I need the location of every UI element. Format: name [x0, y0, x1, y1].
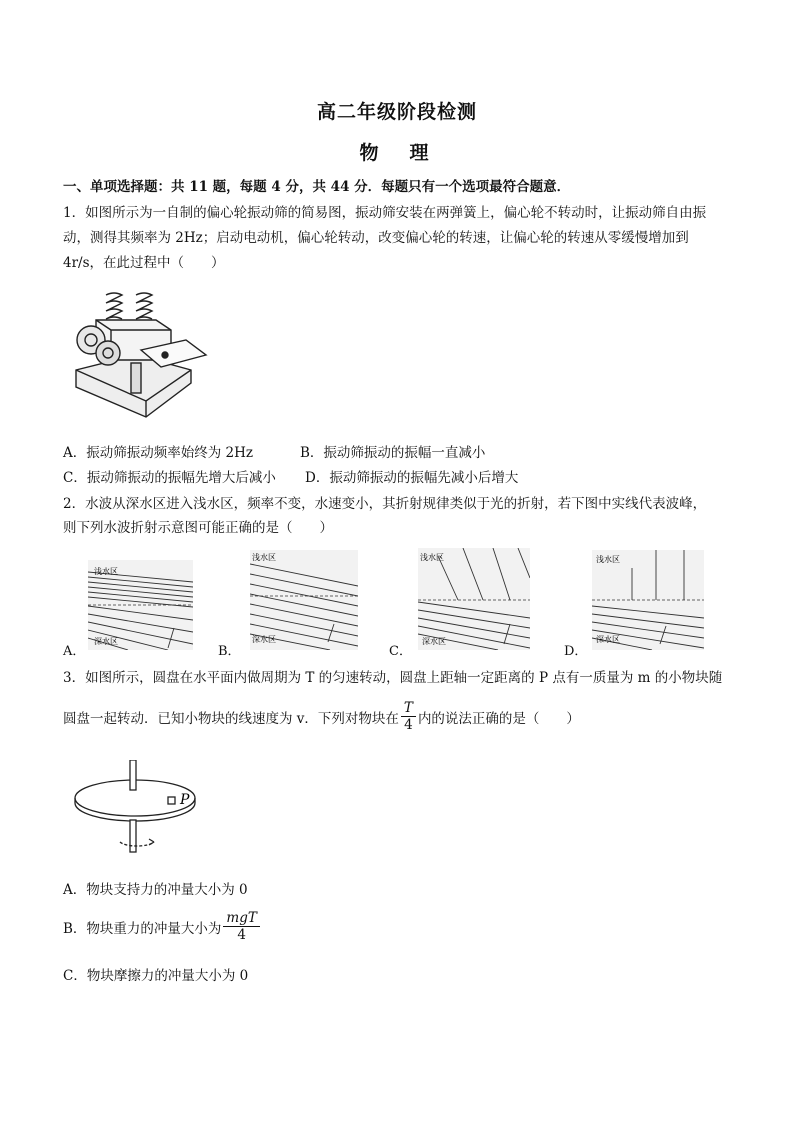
wave-diagram-b — [250, 550, 358, 650]
shallow-label-a: 浅水区 — [94, 567, 118, 576]
q3-time-fraction — [401, 700, 416, 733]
subject-title: 物 理 — [359, 142, 435, 164]
q3-option-c: C．物块摩擦力的冲量大小为 0 — [63, 968, 249, 984]
q3-line-2 — [63, 700, 580, 733]
q3-option-b-fraction — [223, 910, 259, 943]
q3-frac-denominator: 4 — [404, 717, 413, 733]
q3-line-1: 3．如图所示，圆盘在水平面内做周期为 T 的匀速转动，圆盘上距轴一定距离的 P 点有一质量为 m 的小物块随 — [63, 670, 723, 686]
shallow-label-c: 浅水区 — [420, 553, 444, 562]
q3-frac-numerator: T — [401, 700, 416, 717]
q2-label-a: A． — [63, 644, 86, 659]
q2-label-b: B． — [218, 644, 241, 659]
q1-option-b: B．振动筛振动的振幅一直减小 — [300, 445, 486, 461]
wave-diagram-c — [418, 548, 530, 650]
q2-label-c: C． — [389, 644, 412, 659]
q3-option-b-denominator: 4 — [237, 927, 246, 943]
point-p-label: P — [180, 792, 190, 808]
q1-option-c: C．振动筛振动的振幅先增大后减小 — [63, 470, 276, 486]
deep-label-d: 深水区 — [596, 635, 620, 644]
q3-option-b-text: B．物块重力的冲量大小为 — [63, 920, 222, 937]
vibrating-screen-figure — [66, 275, 216, 425]
q1-line-2: 动，测得其频率为 2Hz；启动电动机，偏心轮转动，改变偏心轮的转速，让偏心轮的转速从零缓慢增加到 — [63, 230, 689, 246]
q1-option-a: A．振动筛振动频率始终为 2Hz — [63, 445, 254, 461]
q1-option-d: D．振动筛振动的振幅先减小后增大 — [305, 470, 519, 486]
wave-diagram-d — [592, 550, 704, 650]
shallow-label-d: 浅水区 — [596, 555, 620, 564]
q2-line-1: 2．水波从深水区进入浅水区，频率不变，水速变小，其折射规律类似于光的折射，若下图中实线代表波峰， — [63, 496, 707, 512]
deep-label-c: 深水区 — [422, 637, 446, 646]
q2-line-2: 则下列水波折射示意图可能正确的是（ ） — [63, 520, 333, 536]
q3-option-a: A．物块支持力的冲量大小为 0 — [63, 882, 248, 898]
deep-label-b: 深水区 — [252, 635, 276, 644]
q3-line-2-prefix: 圆盘一起转动．已知小物块的线速度为 v．下列对物块在 — [63, 710, 399, 727]
section-heading: 一、单项选择题：共 11 题，每题 4 分，共 44 分．每题只有一个选项最符合题意． — [63, 179, 571, 195]
q2-label-d: D． — [564, 644, 588, 659]
q1-line-3: 4r/s，在此过程中（ ） — [63, 255, 225, 271]
wave-diagram-a — [88, 560, 193, 650]
q1-line-1: 1．如图所示为一自制的偏心轮振动筛的简易图，振动筛安装在两弹簧上，偏心轮不转动时，让振动筛自由振 — [63, 205, 707, 221]
page-title: 高二年级阶段检测 — [316, 101, 477, 123]
shallow-label-b: 浅水区 — [252, 553, 276, 562]
q3-line-2-suffix: 内的说法正确的是（ ） — [417, 710, 580, 727]
deep-label-a: 深水区 — [94, 637, 118, 646]
q3-option-b-numerator: mgT — [223, 910, 259, 927]
rotating-disk-figure — [70, 760, 200, 860]
q3-option-b — [63, 910, 262, 943]
